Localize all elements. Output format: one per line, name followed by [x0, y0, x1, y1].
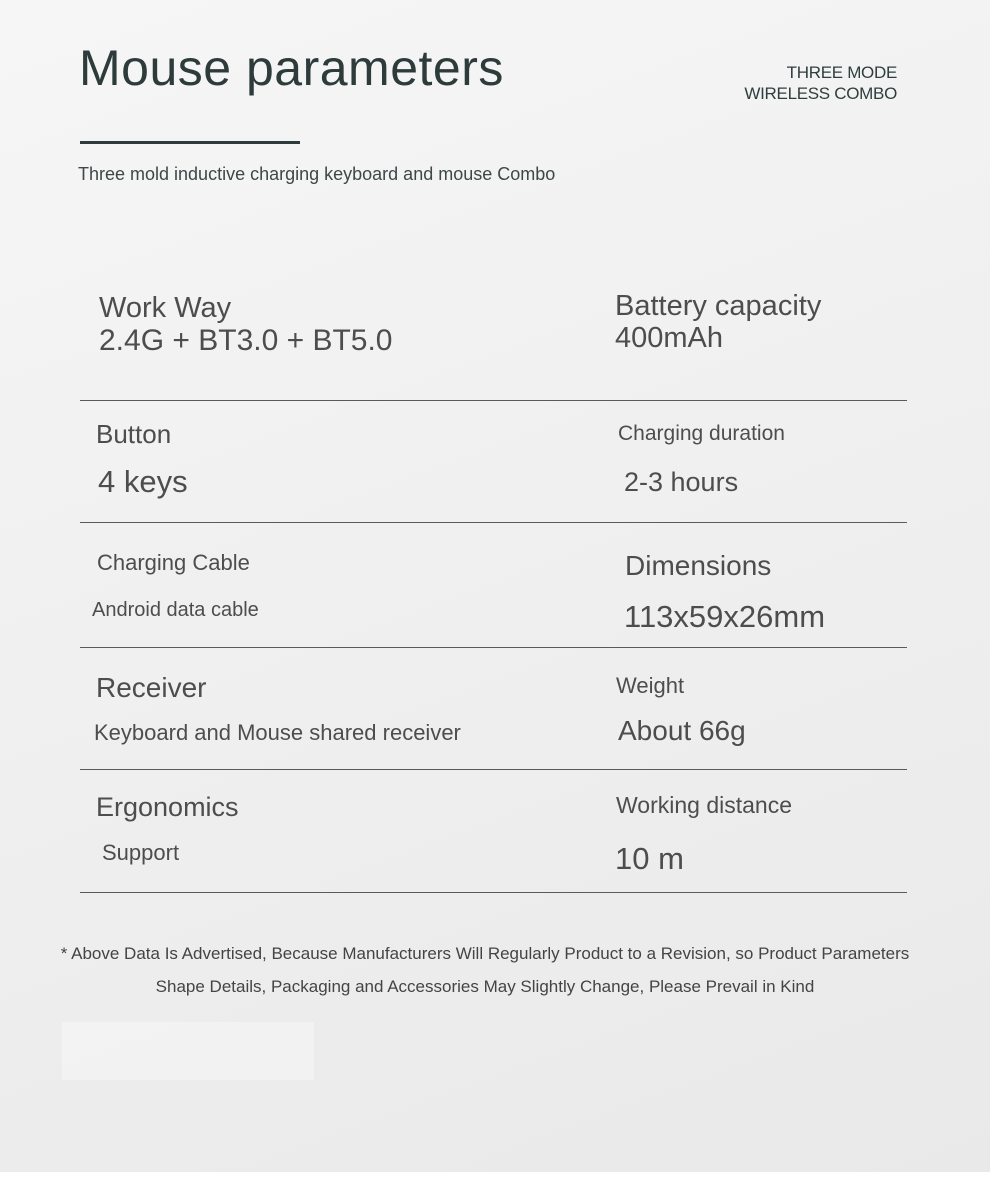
receiver-label: Receiver [96, 672, 207, 703]
work-way-value: 2.4G + BT3.0 + BT5.0 [99, 324, 393, 357]
row-divider [80, 647, 907, 648]
disclaimer-line-1: * Above Data Is Advertised, Because Manufacturers Will Regularly Product to a Revision, so Product Parameters [60, 944, 910, 963]
weight-value: About 66g [618, 715, 746, 746]
row-divider [80, 522, 907, 523]
page-title: Mouse parameters [79, 40, 504, 96]
brand-tag [744, 62, 897, 104]
row-divider [80, 892, 907, 893]
charging-duration-label: Charging duration [618, 422, 785, 445]
page-subtitle: Three mold inductive charging keyboard and mouse Combo [78, 164, 556, 184]
battery-capacity-value: 400mAh [615, 322, 724, 354]
charging-cable-value: Android data cable [92, 599, 259, 621]
receiver-value: Keyboard and Mouse shared receiver [94, 720, 461, 745]
background-smudge [62, 1022, 314, 1080]
working-distance-value: 10 m [615, 841, 684, 876]
work-way-label: Work Way [99, 292, 232, 324]
charging-duration-value: 2-3 hours [624, 467, 739, 497]
battery-capacity-label: Battery capacity [615, 290, 822, 322]
charging-cable-label: Charging Cable [97, 550, 250, 575]
weight-label: Weight [616, 673, 685, 698]
button-label: Button [96, 419, 172, 449]
disclaimer-line-2: Shape Details, Packaging and Accessories May Slightly Change, Please Prevail in Kind [155, 977, 815, 996]
ergonomics-label: Ergonomics [96, 792, 239, 822]
title-underline [80, 141, 300, 144]
dimensions-label: Dimensions [625, 550, 772, 581]
button-value: 4 keys [98, 464, 188, 499]
working-distance-label: Working distance [616, 792, 792, 818]
brand-line-1: THREE MODE [786, 63, 897, 82]
dimensions-value: 113x59x26mm [624, 599, 826, 634]
brand-line-2: WIRELESS COMBO [744, 84, 897, 103]
ergonomics-value: Support [102, 840, 180, 865]
row-divider [80, 769, 907, 770]
row-divider [80, 400, 907, 401]
